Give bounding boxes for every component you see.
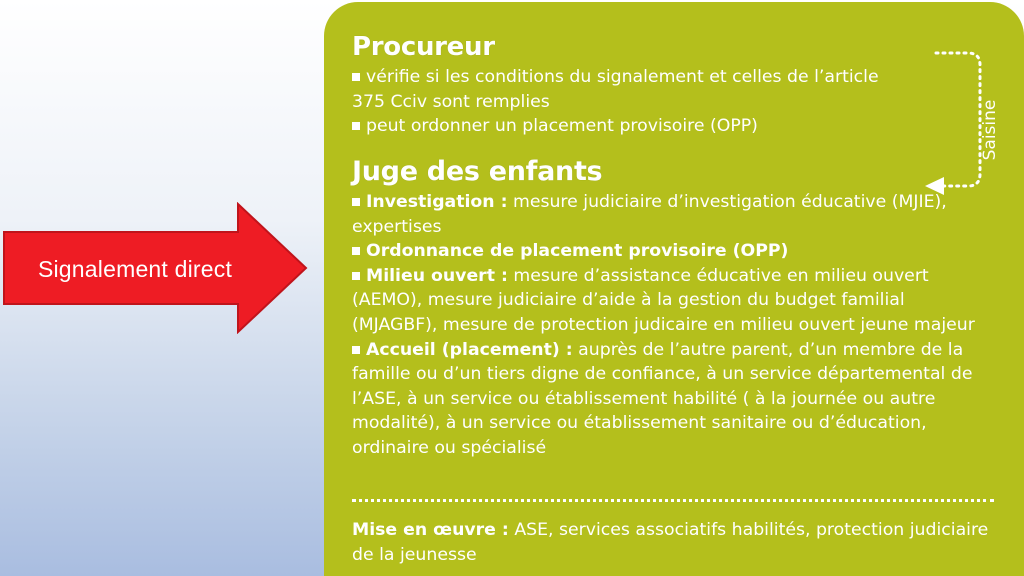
square-bullet-icon — [352, 198, 360, 206]
procureur-title: Procureur — [352, 32, 495, 62]
juge-items — [352, 190, 992, 461]
dotted-divider — [352, 499, 994, 502]
square-bullet-icon — [352, 272, 360, 280]
procureur-item: peut ordonner un placement provisoire (OPP) — [352, 114, 912, 139]
juge-item-accueil: Accueil (placement) : auprès de l’autre parent, d’un membre de la famille ou d’un tiers digne de confiance, à un service départemental de l’ASE, à un service ou établissement habilité ( à la journée ou autre modalité), à un service ou établissement sanitaire ou d’éducation, ordinaire ou spécialisé — [352, 339, 973, 458]
saisine-label: Saisine — [980, 99, 1000, 161]
procureur-item: vérifie si les conditions du signalement et celles de l’article 375 Cciv sont remplies — [352, 67, 879, 112]
signalement-direct-arrow — [0, 202, 308, 334]
juge-item-milieu-ouvert: Milieu ouvert : mesure d’assistance éducative en milieu ouvert (AEMO), mesure judiciaire d’aide à la gestion du budget familial (MJAGBF), mesure de protection judicaire en milieu ouvert jeune majeur — [352, 265, 975, 335]
square-bullet-icon — [352, 73, 360, 81]
square-bullet-icon — [352, 247, 360, 255]
signalement-direct-label: Signalement direct — [37, 256, 233, 282]
procureur-items — [352, 65, 912, 139]
procedure-panel — [324, 2, 1024, 576]
juge-item-opp: Ordonnance de placement provisoire (OPP) — [352, 239, 992, 264]
juge-item-investigation: Investigation : mesure judiciaire d’investigation éducative (MJIE), expertises — [352, 192, 947, 237]
juge-title: Juge des enfants — [352, 156, 603, 187]
square-bullet-icon — [352, 346, 360, 354]
mise-en-oeuvre: Mise en œuvre : ASE, services associatifs habilités, protection judiciaire de la jeunesse — [352, 520, 989, 565]
square-bullet-icon — [352, 122, 360, 130]
